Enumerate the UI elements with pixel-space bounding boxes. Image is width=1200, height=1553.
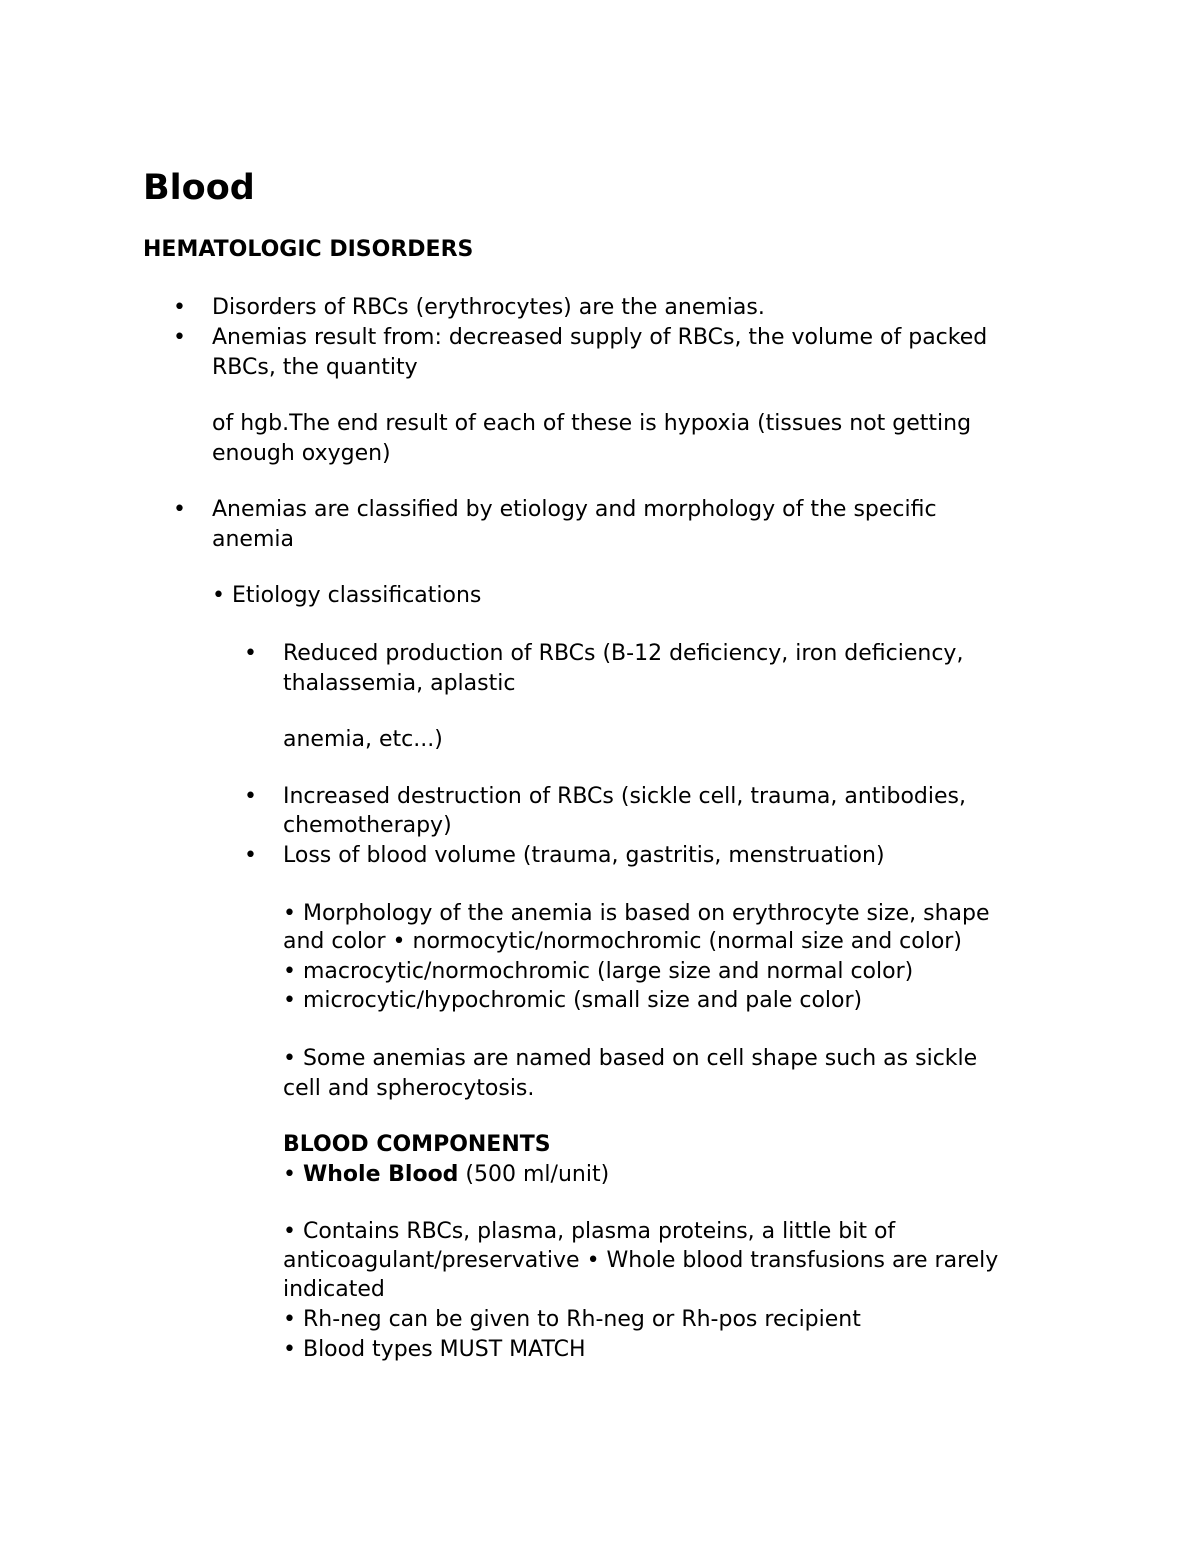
list-item-continued: thalassemia, aplastic — [283, 671, 516, 696]
paragraph-line: and color • normocytic/normochromic (normal size and color) — [283, 929, 962, 954]
paragraph-line: anticoagulant/preservative • Whole blood transfusions are rarely — [283, 1248, 999, 1273]
paragraph-line: • Etiology classifications — [212, 583, 482, 608]
list-item: Reduced production of RBCs (B-12 deficiency, iron deficiency, — [283, 641, 964, 666]
list-item-continued: chemotherapy) — [283, 813, 452, 838]
list-item: Anemias result from: decreased supply of RBCs, the volume of packed — [212, 325, 988, 350]
paragraph-line: anemia, etc...) — [283, 727, 443, 752]
list-item: Anemias are classified by etiology and morphology of the specific — [212, 497, 937, 522]
list-item-continued: anemia — [212, 527, 294, 552]
paragraph-line: cell and spherocytosis. — [283, 1076, 535, 1101]
paragraph-line: • microcytic/hypochromic (small size and pale color) — [283, 988, 863, 1013]
whole-blood-line — [283, 1160, 609, 1190]
bullet-marker: • — [244, 784, 257, 809]
bullet-marker: • — [173, 295, 186, 320]
bullet-marker: • — [173, 497, 186, 522]
section-heading-blood-components: BLOOD COMPONENTS — [283, 1132, 551, 1157]
paragraph-line: • macrocytic/normochromic (large size and normal color) — [283, 959, 914, 984]
bullet-marker: • — [173, 325, 186, 350]
paragraph-line: • Rh-neg can be given to Rh-neg or Rh-pos recipient — [283, 1307, 861, 1332]
paragraph-line: indicated — [283, 1277, 385, 1302]
bullet-marker: • — [244, 641, 257, 666]
paragraph-line: • Some anemias are named based on cell shape such as sickle — [283, 1046, 978, 1071]
whole-blood-label: Whole Blood — [302, 1162, 459, 1187]
list-item: Increased destruction of RBCs (sickle cell, trauma, antibodies, — [283, 784, 966, 809]
paragraph-line: of hgb.The end result of each of these is hypoxia (tissues not getting — [212, 411, 972, 436]
paragraph-line: • Blood types MUST MATCH — [283, 1337, 586, 1362]
whole-blood-unit: (500 ml/unit) — [458, 1162, 610, 1187]
list-item-continued: RBCs, the quantity — [212, 355, 418, 380]
list-item: Loss of blood volume (trauma, gastritis, menstruation) — [283, 843, 885, 868]
paragraph-line: • Contains RBCs, plasma, plasma proteins, a little bit of — [283, 1219, 896, 1244]
whole-blood-bullet: • — [283, 1162, 303, 1187]
page-title: Blood — [143, 168, 255, 208]
bullet-marker: • — [244, 843, 257, 868]
paragraph-line: • Morphology of the anemia is based on erythrocyte size, shape — [283, 901, 990, 926]
paragraph-line: enough oxygen) — [212, 441, 391, 466]
section-heading-hematologic: HEMATOLOGIC DISORDERS — [143, 237, 474, 262]
list-item: Disorders of RBCs (erythrocytes) are the anemias. — [212, 295, 765, 320]
